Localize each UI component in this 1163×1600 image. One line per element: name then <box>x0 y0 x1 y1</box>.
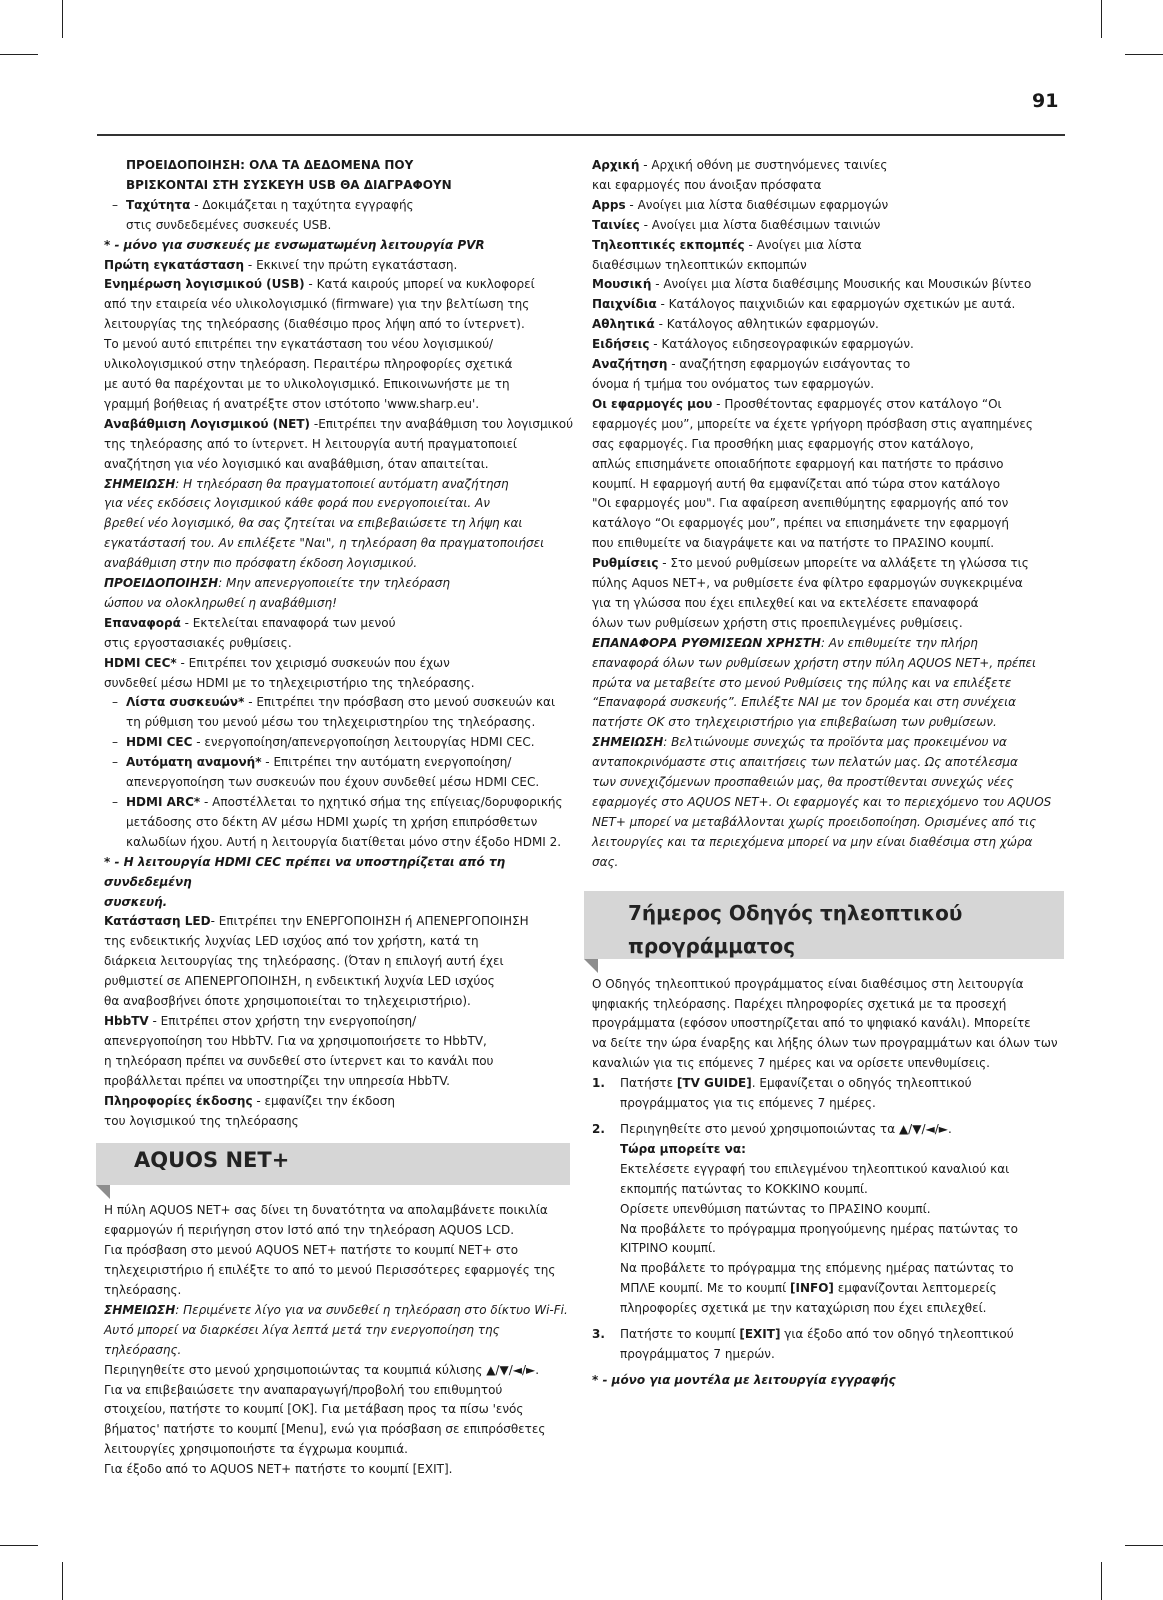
version-item: Πληροφορίες έκδοσης - εμφανίζει την έκδοση του λογισμικού της τηλεόρασης <box>104 1093 395 1128</box>
crop-mark <box>1101 1562 1102 1600</box>
aquos-note: ΣΗΜΕΙΩΣΗ: Περιμένετε λίγο για να συνδεθεί η τηλεόραση στο δίκτυο Wi-Fi. Αυτό μπορεί να διαρκέσει λίγα λεπτά μετά την ενεργοποίηση της τηλεόρασης. <box>104 1302 568 1357</box>
user-reset-note: ΕΠΑΝΑΦΟΡΑ ΡΥΘΜΙΣΕΩΝ ΧΡΗΣΤΗ: Αν επιθυμείτε την πλήρη επαναφορά όλων των ρυθμίσεων χρήστη στην πύλη AQUOS NET+, πρέπει πρώτα να μεταβείτε στο μενού Ρυθμίσεις της πύλης και να επιλέξετε “Επαναφορά συσκευής”. Επιλέξτε ΝΑΙ με τον δρομέα και στη συνέχεια πατήστε ΟΚ στο τηλεχειριστήριο για επιβεβαίωση των ρυθμίσεων. <box>592 635 1037 730</box>
led-item: Κατάσταση LED- Επιτρέπει την ΕΝΕΡΓΟΠΟΙΗΣΗ ή ΑΠΕΝΕΡΓΟΠΟΙΗΣΗ της ενδεικτικής λυχνίας LED ισχύος από τον χρήστη, κατά τη διάρκεια λειτουργίας της τηλεόρασης. (Όταν η επιλογή αυτή έχει ρυθμιστεί σε ΑΠΕΝΕΡΓΟΠΟΙΗΣΗ, η ενδεικτική λυχνία LED ισχύος θα αναβοσβήνει όποτε χρησιμοποιείται το τηλεχειριστήριο). <box>104 914 529 1009</box>
aquos-intro: Η πύλη AQUOS NET+ σας δίνει τη δυνατότητα να απολαμβάνετε ποικιλία εφαρμογών ή περιήγηση στον Ιστό από την τηλεόραση AQUOS LCD. Για πρόσβαση στο μενού AQUOS NET+ πατήστε το κουμπί NET+ στο τηλεχειριστήριο ή επιλέξτε το από το μενού Περισσότερες εφαρμογές της τηλεόρασης. <box>104 1203 556 1298</box>
apps-item: Apps - Ανοίγει μια λίστα διαθέσιμων εφαρμογών <box>592 197 889 212</box>
guide-step-1: 1. Πατήστε [TV GUIDE]. Εμφανίζεται ο οδηγός τηλεοπτικού προγράμματος για τις επόμενες 7 ημέρες. <box>592 1076 972 1111</box>
aquos-navigation: Περιηγηθείτε στο μενού χρησιμοποιώντας τα κουμπιά κύλισης ▲/▼/◄/►. Για να επιβεβαιώσετε την αναπαραγωγή/προβολή του επιθυμητού στοιχείου, πατήστε το κουμπί [OK]. Για μετάβαση προς τα πίσω 'ενός βήματος' πατήστε το κουμπί [Menu], ενώ για πρόσβαση σε επιπρόσθετες λειτουργίες χρησιμοποιήστε τα έγχρωμα κουμπιά. Για έξοδο από το AQUOS NET+ πατήστε το κουμπί [EXIT]. <box>104 1362 546 1477</box>
guide-step-2: 2. Περιηγηθείτε στο μενού χρησιμοποιώντας τα ▲/▼/◄/►. Τώρα μπορείτε να: Εκτελέσετε εγγραφή του επιλεγμένου τηλεοπτικού καναλιού και εκπομπής πατώντας το ΚΟΚΚΙΝΟ κουμπί. Ορίσετε υπενθύμιση πατώντας το ΠΡΑΣΙΝΟ κουμπί. Να προβάλετε το πρόγραμμα προηγούμενης ημέρας πατώντας το ΚΙΤΡΙΝΟ κουμπί. Να προβάλετε το πρόγραμμα της επόμενης ημέρας πατώντας το ΜΠΛΕ κουμπί. Με το κουμπί [INFO] εμφανίζονται λεπτομερείς πληροφορίες σχετικά με την καταχώριση που έχει επιλεχθεί. <box>592 1121 1018 1316</box>
guide-step-3: 3. Πατήστε το κουμπί [EXIT] για έξοδο από τον οδηγό τηλεοπτικού προγράμματος 7 ημερών. <box>592 1327 1014 1361</box>
left-column <box>104 156 576 1480</box>
software-usb: Ενημέρωση λογισμικού (USB) - Κατά καιρούς μπορεί να κυκλοφορεί από την εταιρεία νέο υλικολογισμικό (firmware) για την βελτίωση της λειτουργίας της τηλεόρασης (διαθέσιμο προς λήψη από το ίντερνετ). Το μενού αυτό επιτρέπει την εγκατάσταση του νέου λογισμικού/ υλικολογισμικού στην τηλεόραση. Περαιτέρω πληροφορίες σχετικά με αυτό θα παρέχονται με το υλικολογισμικό. Επικοινωνήστε με τη γραμμή βοήθειας ή ανατρέξτε στον ιστότοπο 'www.sharp.eu'. <box>104 277 535 411</box>
crop-mark <box>0 54 38 55</box>
crop-mark <box>1125 1545 1163 1546</box>
first-install: Πρώτη εγκατάσταση - Εκκινεί την πρώτη εγκατάσταση. <box>104 257 458 272</box>
crop-mark <box>0 1545 38 1546</box>
hdmi-cec-item: HDMI CEC* - Επιτρέπει τον χειρισμό συσκευών που έχων συνδεθεί μέσω HDMI με το τηλεχειριστήριο της τηλεόρασης. <box>104 655 475 690</box>
hbbtv-item: HbbTV - Επιτρέπει στον χρήστη την ενεργοποίηση/ απενεργοποίηση του HbbTV. Για να χρησιμοποιήσετε το HbbTV, η τηλεόραση πρέπει να συνδεθεί στο ίντερνετ και το κανάλι που προβάλλεται πρέπει να υποστηρίζει την υπηρεσία HbbTV. <box>104 1013 494 1088</box>
movies-item: Ταινίες - Ανοίγει μια λίστα διαθέσιμων ταινιών <box>592 217 881 232</box>
crop-mark <box>1125 54 1163 55</box>
tv-shows-item: Τηλεοπτικές εκπομπές - Ανοίγει μια λίστα διαθέσιμων τηλεοπτικών εκπομπών <box>592 237 862 272</box>
news-item: Ειδήσεις - Κατάλογος ειδησεογραφικών εφαρμογών. <box>592 337 914 352</box>
recording-footnote: * - μόνο για μοντέλα με λειτουργία εγγραφής <box>592 1372 896 1387</box>
games-item: Παιχνίδια - Κατάλογος παιχνιδιών και εφαρμογών σχετικών με αυτά. <box>592 297 1016 312</box>
hdmi-cec-toggle-item: – HDMI CEC - ενεργοποίηση/απενεργοποίηση λειτουργίας HDMI CEC. <box>104 733 576 753</box>
header-fold-shape <box>584 959 598 973</box>
speed-item: – Ταχύτητα - Δοκιμάζεται η ταχύτητα εγγραφής στις συνδεδεμένες συσκευές USB. <box>104 196 576 236</box>
aquos-section-header <box>96 1143 570 1185</box>
warning-poweroff: ΠΡΟΕΙΔΟΠΟΙΗΣΗ: Μην απενεργοποιείτε την τηλεόραση ώσπου να ολοκληρωθεί η αναβάθμιση! <box>104 576 450 610</box>
pvr-note: * - μόνο για συσκευές με ενσωματωμένη λειτουργία PVR <box>104 237 485 252</box>
crop-mark <box>62 0 63 38</box>
tv-guide-intro: Ο Οδηγός τηλεοπτικού προγράμματος είναι διαθέσιμος στη λειτουργία ψηφιακής τηλεόρασης. Παρέχει πληροφορίες σχετικά με τα προσεχή προγράμματα (εφόσον υποστηρίζεται από το ψηφιακό κανάλι). Μπορείτε να δείτε την ώρα έναρξης και λήξης όλων των προγραμμάτων και όλων των καναλιών για τις επόμενες 7 ημέρες και να ορίσετε υπενθυμίσεις. <box>592 976 1058 1071</box>
header-fold-shape <box>96 1185 110 1199</box>
tv-guide-section-header <box>584 891 1064 959</box>
device-list-item: – Λίστα συσκευών* - Επιτρέπει την πρόσβαση στο μενού συσκευών και τη ρύθμιση του μενού μέσω του τηλεχειριστηρίου της τηλεόρασης. <box>104 693 576 733</box>
crop-mark <box>1101 0 1102 38</box>
crop-mark <box>62 1562 63 1600</box>
reset-item: Επαναφορά - Εκτελείται επαναφορά των μενού στις εργοστασιακές ρυθμίσεις. <box>104 615 396 650</box>
search-item: Αναζήτηση - αναζήτηση εφαρμογών εισάγοντας το όνομα ή τμήμα του ονόματος των εφαρμογών. <box>592 357 911 391</box>
improvement-note: ΣΗΜΕΙΩΣΗ: Βελτιώνουμε συνεχώς τα προϊόντα μας προκειμένου να ανταποκρινόμαστε στις απαιτήσεις των πελατών μας. Ως αποτέλεσμα των συνεχιζόμενων προσπαθειών μας, θα προστίθενται συνεχώς νέες εφαρμογές στο AQUOS NET+. Οι εφαρμογές και το περιεχόμενο του AQUOS NET+ μπορεί να μεταβάλλονται χωρίς προειδοποίηση. Ορισμένες από τις λειτουργίες και τα περιεχόμενα μπορεί να μην είναι διαθέσιμα στη χώρα σας. <box>592 735 1052 869</box>
sports-item: Αθλητικά - Κατάλογος αθλητικών εφαρμογών. <box>592 317 879 332</box>
my-apps-item: Οι εφαρμογές μου - Προσθέτοντας εφαρμογές στον κατάλογο “Οι εφαρμογές μου”, μπορείτε να έχετε γρήγορη πρόσβαση στις αγαπημένες σας εφαρμογές. Για προσθήκη μιας εφαρμογής στον κατάλογο, απλώς επισημάνετε οποιαδήποτε εφαρμογή και πατήστε το πράσινο κουμπί. Η εφαρμογή αυτή θα εμφανίζεται από τώρα στον κατάλογο "Οι εφαρμογές μου". Για αφαίρεση ανεπιθύμητης εφαρμογής από τον κατάλογο “Οι εφαρμογές μου”, πρέπει να επισημάνετε την εφαρμογή που επιθυμείτε να διαγράψετε και να πατήστε το ΠΡΑΣΙΝΟ κουμπί. <box>592 396 1033 551</box>
hdmi-arc-item: – HDMI ARC* - Αποστέλλεται το ηχητικό σήμα της επίγειας/δορυφορικής μετάδοσης στο δέκτη AV μέσω HDMI χωρίς τη χρήση επιπρόσθετων καλωδίων ήχου. Αυτή η λειτουργία διατίθεται μόνο στην έξοδο HDMI 2. <box>104 793 576 853</box>
settings-item: Ρυθμίσεις - Στο μενού ρυθμίσεων μπορείτε να αλλάξετε τη γλώσσα τις πύλης Aquos NET+, να ρυθμίσετε ένα φίλτρο εφαρμογών συγκεκριμένα για τη γλώσσα που έχει επιλεχθεί και να εκτελέσετε επαναφορά όλων των ρυθμίσεων χρήστη στις προεπιλεγμένες ρυθμίσεις. <box>592 556 1029 630</box>
software-net: Αναβάθμιση Λογισμικού (NET) -Επιτρέπει την αναβάθμιση του λογισμικού της τηλεόρασης από το ίντερνετ. Η λειτουργία αυτή πραγματοποιεί αναζήτηση για νέο λογισμικό και αναβάθμιση, όταν απαιτείται. <box>104 416 574 471</box>
auto-standby-item: – Αυτόματη αναμονή* - Επιτρέπει την αυτόματη ενεργοποίηση/ απενεργοποίηση των συσκευών που έχουν συνδεθεί μέσω HDMI CEC. <box>104 753 576 793</box>
note-auto-update: ΣΗΜΕΙΩΣΗ: Η τηλεόραση θα πραγματοποιεί αυτόματη αναζήτηση για νέες εκδόσεις λογισμικού κάθε φορά που ενεργοποιείται. Αν βρεθεί νέο λογισμικό, θα σας ζητείται να επιβεβαιώσετε τη λήψη και εγκατάστασή του. Αν επιλέξετε "Ναι", η τηλεόραση θα πραγματοποιήσει αναβάθμιση στην πιο πρόσφατη έκδοση λογισμικού. <box>104 476 545 571</box>
cec-note: * - Η λειτουργία HDMI CEC πρέπει να υποστηρίζεται από τη συνδεδεμένη συσκευή. <box>104 854 506 909</box>
tv-guide-heading: 7ήμερος Οδηγός τηλεοπτικού προγράμματος <box>628 900 963 958</box>
music-item: Μουσική - Ανοίγει μια λίστα διαθέσιμης Μουσικής και Μουσικών βίντεο <box>592 277 1032 292</box>
right-column <box>592 156 1062 1391</box>
usb-warning: ΠΡΟΕΙΔΟΠΟΙΗΣΗ: ΟΛΑ ΤΑ ΔΕΔΟΜΕΝΑ ΠΟΥ ΒΡΙΣΚΟΝΤΑΙ ΣΤΗ ΣΥΣΚΕΥΗ USB ΘΑ ΔΙΑΓΡΑΦΟΥΝ <box>126 158 452 192</box>
page-number: 91 <box>1032 90 1059 112</box>
home-item: Αρχική - Αρχική οθόνη με συστηνόμενες ταινίες και εφαρμογές που άνοιξαν πρόσφατα <box>592 158 888 192</box>
aquos-heading: AQUOS NET+ <box>134 1148 290 1173</box>
header-rule <box>97 134 1065 136</box>
